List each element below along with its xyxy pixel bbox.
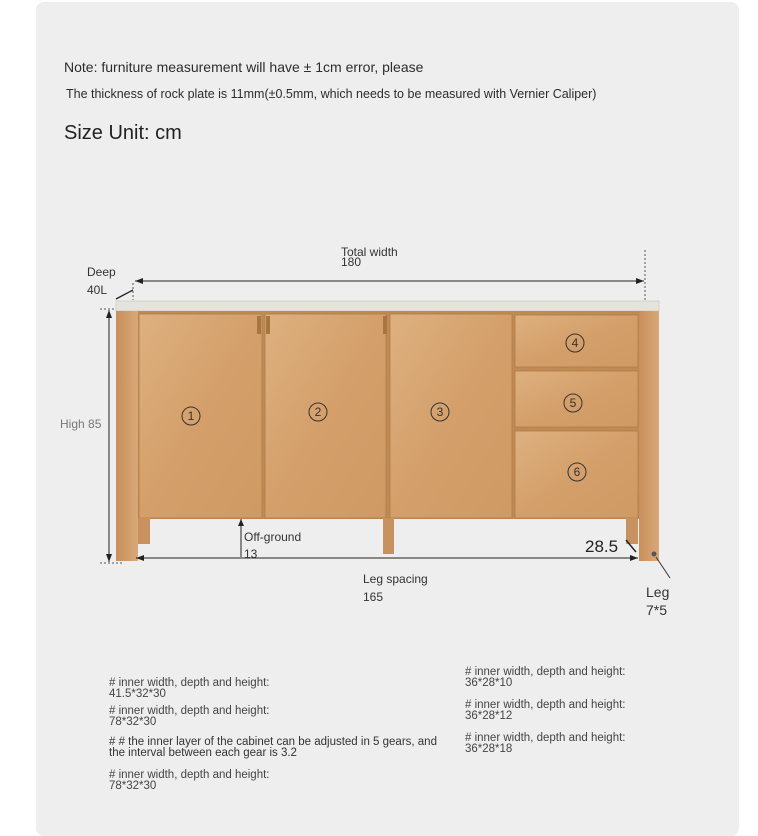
- compartment-number: 2: [314, 405, 322, 419]
- spec-note-compartment-2: # inner width, depth and height: 78*32*30: [109, 705, 270, 728]
- leg-value: 7*5: [646, 602, 668, 618]
- rock-plate-thickness-note: The thickness of rock plate is 11mm(±0.5mm, which needs to be measured with Vernier Caliper): [66, 87, 597, 101]
- size-unit-heading: Size Unit: cm: [64, 122, 182, 144]
- height-label: High 85: [60, 417, 102, 431]
- side-offset-value: 28.5: [585, 537, 619, 556]
- deep-value: 40L: [87, 283, 108, 297]
- leg-spacing-label: Leg spacing: [363, 572, 428, 586]
- off-ground-label: Off-ground: [244, 530, 302, 544]
- compartment-number: 1: [187, 409, 195, 423]
- compartment-number: 6: [573, 465, 581, 479]
- deep-label: Deep: [87, 265, 116, 279]
- compartment-number: 4: [571, 336, 579, 350]
- spec-note-adjustable-shelf: # # the inner layer of the cabinet can be adjusted in 5 gears, and the interval between each gear is 3.2: [109, 736, 437, 759]
- measurement-note: Note: furniture measurement will have ± 1cm error, please: [64, 59, 424, 75]
- spec-note-drawer-4: # inner width, depth and height: 36*28*10: [465, 666, 626, 689]
- total-width-value: 180: [341, 255, 362, 269]
- off-ground-value: 13: [244, 547, 258, 561]
- total-width-label: Total width: [341, 245, 398, 259]
- leg-spacing-value: 165: [363, 590, 384, 604]
- spec-note-drawer-5: # inner width, depth and height: 36*28*12: [465, 699, 626, 722]
- spec-note-compartment-3: # inner width, depth and height: 78*32*30: [109, 769, 270, 792]
- spec-note-compartment-1: # inner width, depth and height: 41.5*32*30: [109, 677, 270, 700]
- leg-label: Leg: [646, 584, 670, 600]
- spec-note-drawer-6: # inner width, depth and height: 36*28*18: [465, 732, 626, 755]
- compartment-number: 3: [436, 405, 444, 419]
- compartment-number: 5: [569, 396, 577, 410]
